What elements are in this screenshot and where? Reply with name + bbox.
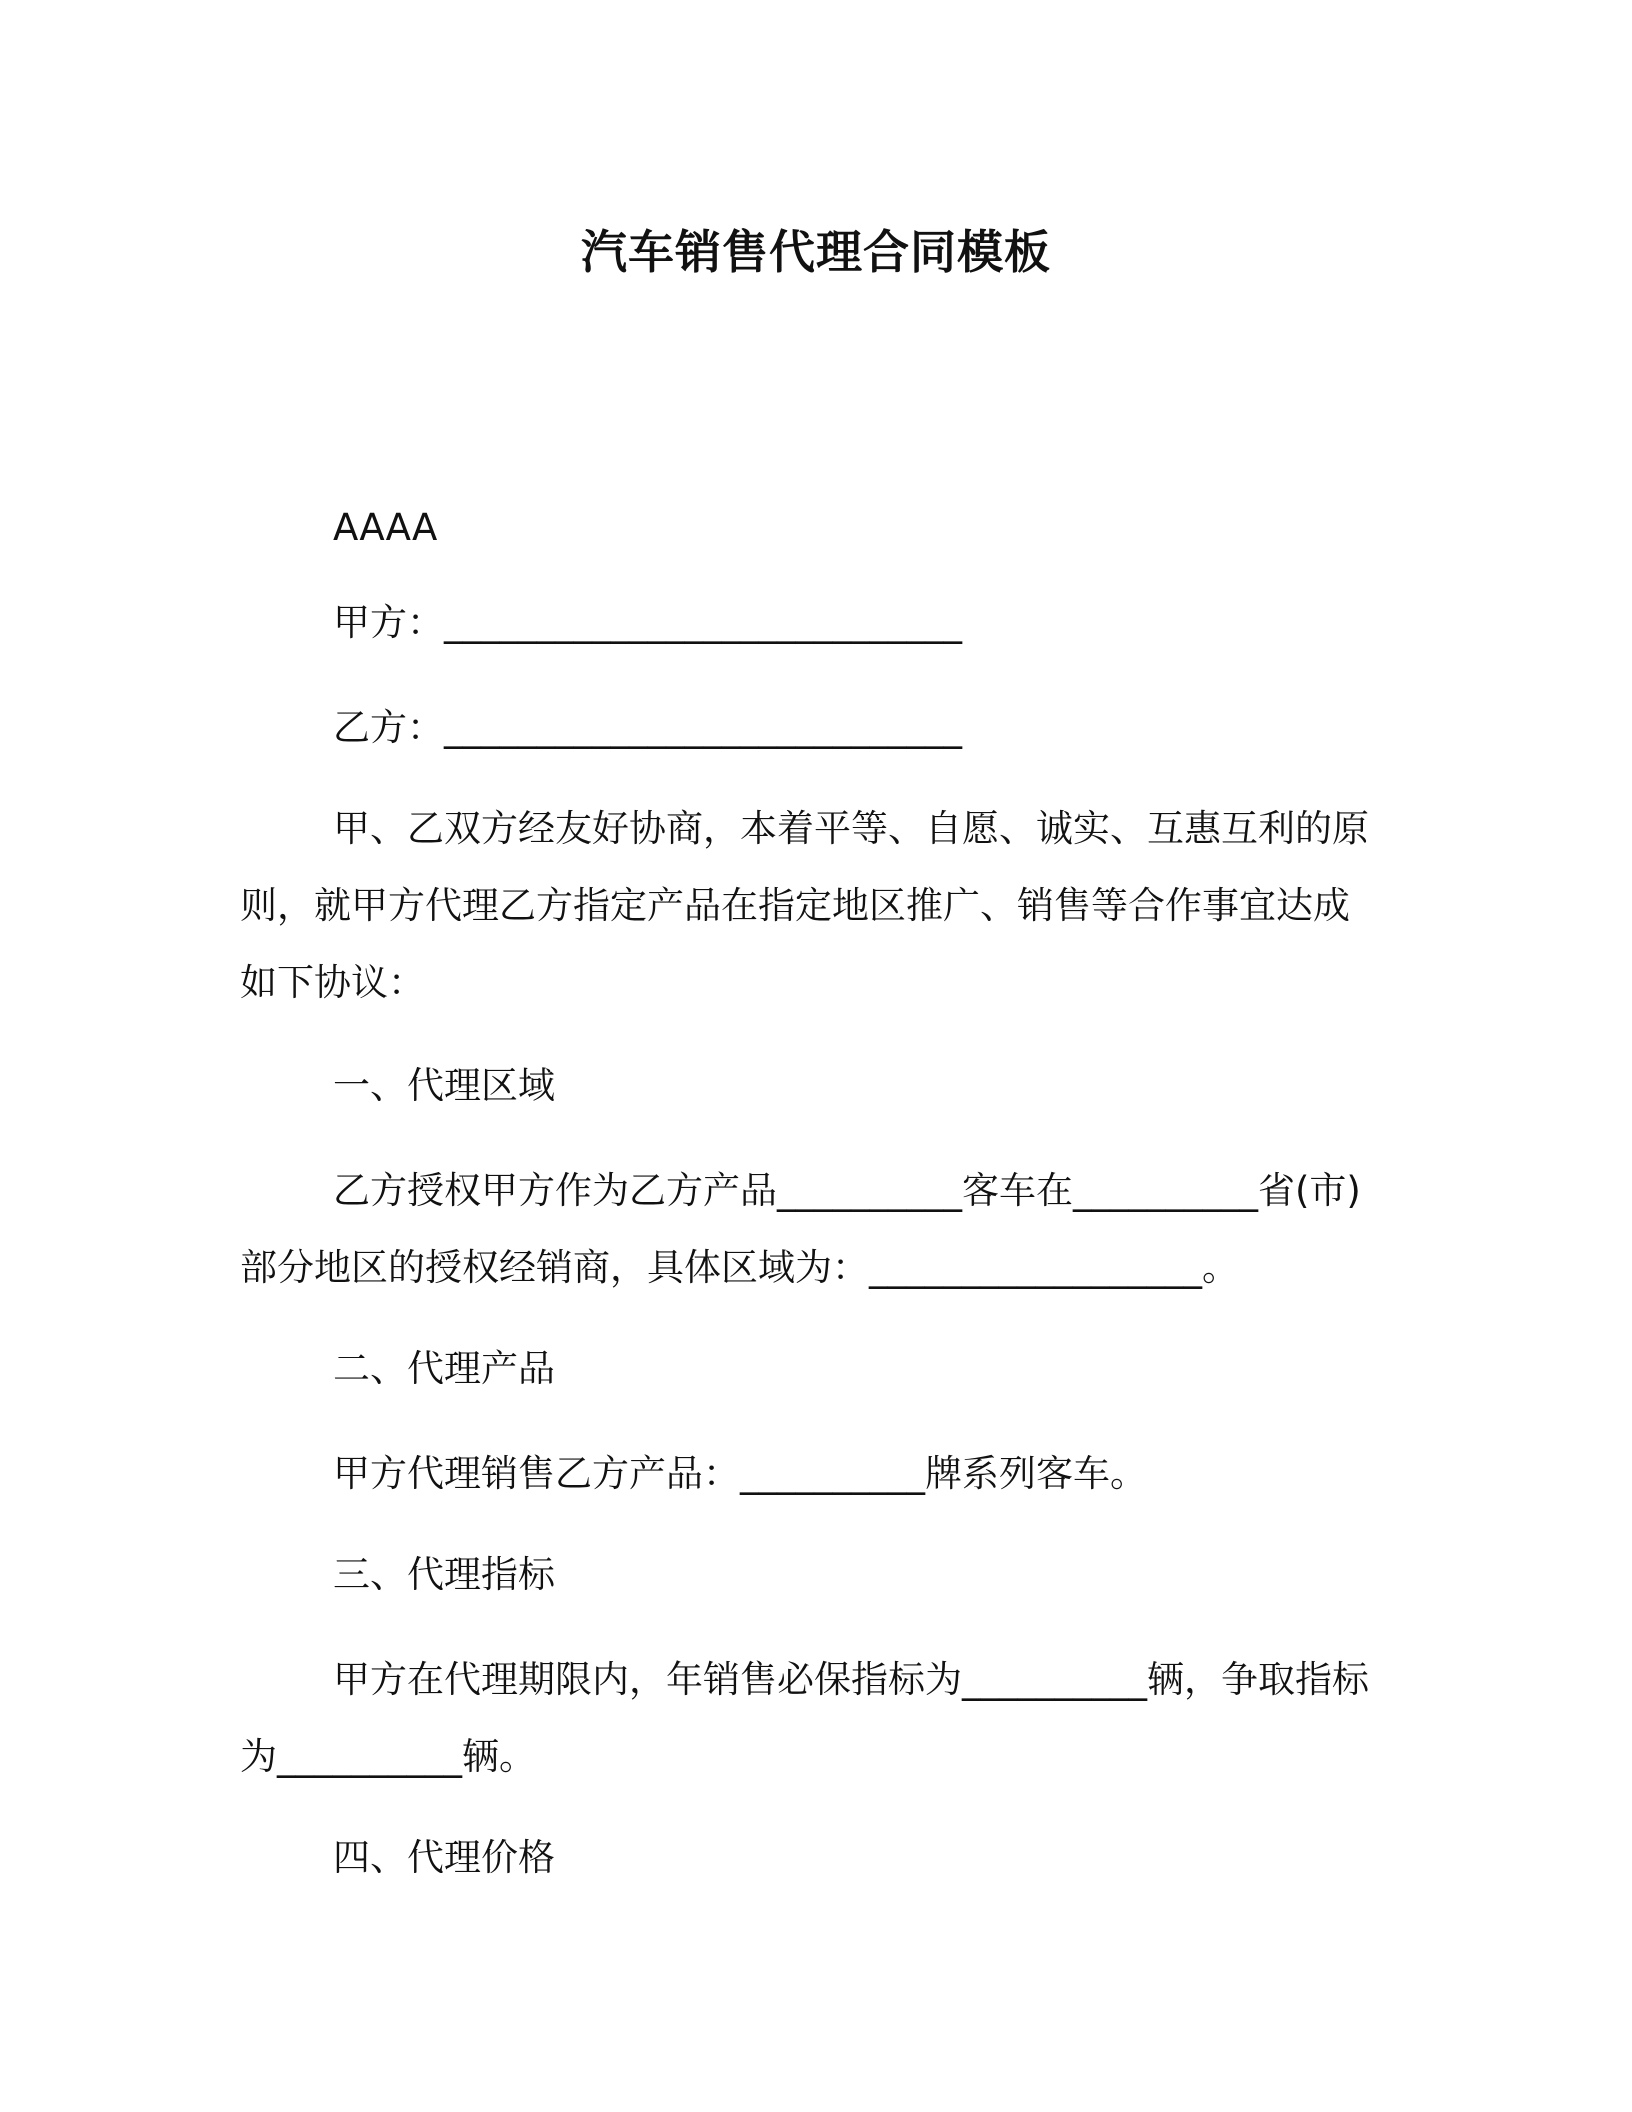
section-1-line-1: 乙方授权甲方作为乙方产品__________客车在__________省(市) — [333, 1169, 1361, 1212]
party-b-line: 乙方：____________________________ — [333, 706, 962, 749]
intro-line-1: 甲、乙双方经友好协商，本着平等、自愿、诚实、互惠互利的原 — [333, 807, 1369, 850]
document-title: 汽车销售代理合同模板 — [581, 225, 1051, 279]
document-code: AAAA — [333, 506, 438, 549]
section-3-line-2: 为__________辆。 — [240, 1735, 536, 1778]
section-1-line-2: 部分地区的授权经销商，具体区域为：__________________。 — [240, 1246, 1239, 1289]
party-a-line: 甲方：____________________________ — [333, 601, 962, 644]
section-2-heading: 二、代理产品 — [333, 1347, 555, 1390]
section-3-heading: 三、代理指标 — [333, 1553, 555, 1596]
section-3-line-1: 甲方在代理期限内，年销售必保指标为__________辆，争取指标 — [333, 1658, 1369, 1701]
intro-line-2: 则，就甲方代理乙方指定产品在指定地区推广、销售等合作事宜达成 — [240, 884, 1350, 927]
intro-line-3: 如下协议： — [240, 961, 425, 1004]
section-1-heading: 一、代理区域 — [333, 1064, 555, 1107]
section-4-heading: 四、代理价格 — [333, 1836, 555, 1879]
section-2-line-1: 甲方代理销售乙方产品：__________牌系列客车。 — [333, 1452, 1147, 1495]
